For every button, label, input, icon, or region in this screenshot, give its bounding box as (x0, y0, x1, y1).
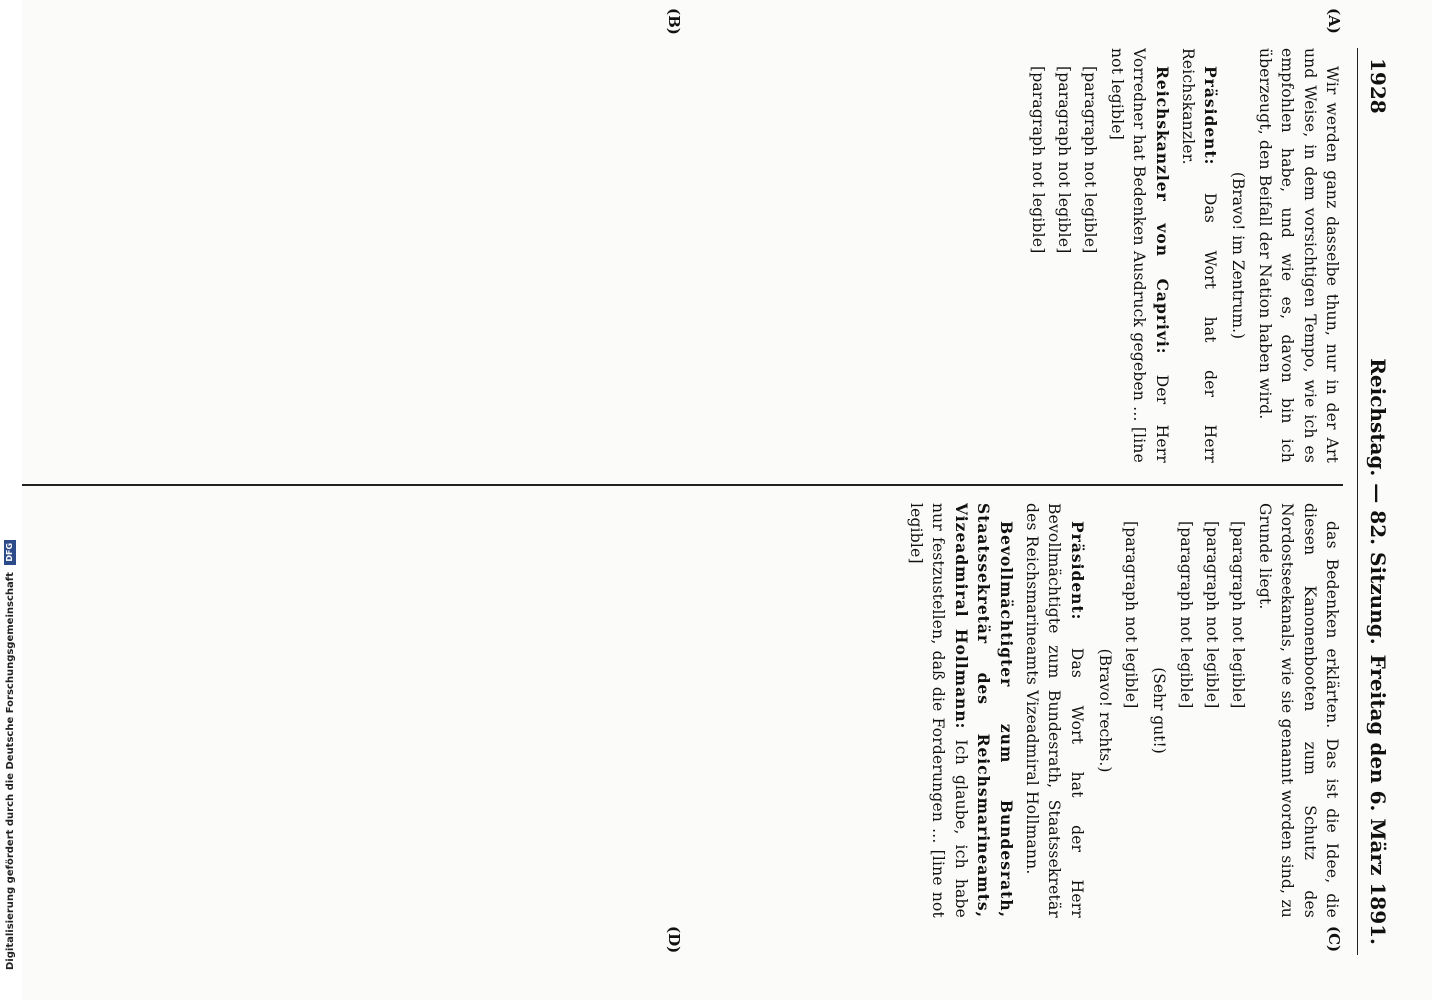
page-header (1357, 48, 1394, 955)
paragraph-text: [paragraph not legible] (1229, 521, 1248, 709)
paragraph-text: Der Herr Vorredner hat Bedenken Ausdruck gegeben ... [line not legible] (1107, 48, 1171, 463)
text-paragraph (1120, 503, 1142, 918)
interjection: (Bravo! rechts.) (1095, 648, 1114, 773)
paragraph-text: [paragraph not legible] (1202, 521, 1221, 709)
paragraph-text: [paragraph not legible] (1176, 521, 1195, 709)
text-paragraph (1026, 48, 1048, 463)
interjection: (Sehr gut!) (1150, 667, 1169, 754)
page-title: Reichstag. — 82. Sitzung. (1366, 358, 1390, 645)
paragraph-text: Das Wort hat der Herr Bevollmächtigte zum Bundesrath, Staatssekretär des Reichsmarineamts Vizeadmiral Hollmann. (1022, 503, 1086, 918)
funding-note: Digitalisierung gefördert durch die Deutsche Forschungsgemeinschaft (5, 572, 16, 970)
rotated-page-content (6, 0, 1424, 995)
margin-mark-d: (D) (665, 926, 683, 954)
text-paragraph (1174, 503, 1196, 918)
speaker-name: Reichskanzler von Caprivi: (1152, 66, 1172, 355)
speaker-paragraph (1105, 48, 1172, 463)
speaker-name: Präsident: (1067, 521, 1087, 621)
paragraph-text: Ich glaube, ich habe nur festzustellen, daß die Forderungen ... [line not legible] (906, 503, 970, 918)
interjection: (Bravo! im Zentrum.) (1229, 171, 1248, 340)
text-paragraph (1227, 503, 1249, 918)
paragraph-text: das Bedenken erklärten. Das ist die Idee, die diesen Kanonenbooten zum Schutz des Nordostseekanals, wie sie genannt worden sind, zu Grunde liegt. (1255, 503, 1341, 918)
sidebar-text (0, 0, 22, 1000)
page-number: 1928 (1366, 58, 1390, 114)
dfg-logo: DFG (4, 540, 16, 565)
left-column (13, 48, 1343, 463)
speaker-name: Bevollmächtigter zum Bundesrath, Staatssekretär des Reichsmarineamts, Vizeadmiral Hollmann: (951, 503, 1016, 918)
paragraph-text: Das Wort hat der Herr Reichskanzler. (1178, 48, 1220, 463)
paragraph-text: [paragraph not legible] (1081, 66, 1100, 254)
text-paragraph (1053, 48, 1075, 463)
right-column (13, 503, 1343, 918)
text-columns (3, 8, 1343, 955)
text-paragraph (1079, 48, 1101, 463)
text-paragraph (1253, 503, 1343, 918)
margin-mark-c: (C) (1325, 926, 1343, 953)
speaker-paragraph (1177, 48, 1222, 463)
column-divider (13, 484, 1343, 486)
margin-mark-a: (A) (1325, 8, 1343, 34)
text-paragraph (1201, 503, 1223, 918)
session-date: Freitag den 6. März 1891. (1366, 654, 1390, 945)
margin-mark-b: (B) (665, 8, 683, 35)
speaker-paragraph (905, 503, 1017, 918)
speaker-paragraph (1021, 503, 1088, 918)
paragraph-text: [paragraph not legible] (1028, 66, 1047, 254)
paragraph-text: [paragraph not legible] (1054, 66, 1073, 254)
paragraph-text: [paragraph not legible] (1122, 521, 1141, 709)
digitization-sidebar (0, 0, 22, 1000)
text-paragraph (1253, 48, 1343, 463)
paragraph-text: Wir werden ganz dasselbe thun, nur in der Art und Weise, in dem vorsichtigen Tempo, wie ich es empfohlen habe, und wie es, davon bin ich überzeugt, den Beifall der Nation haben wird. (1255, 48, 1341, 463)
speaker-name: Präsident: (1201, 66, 1221, 166)
